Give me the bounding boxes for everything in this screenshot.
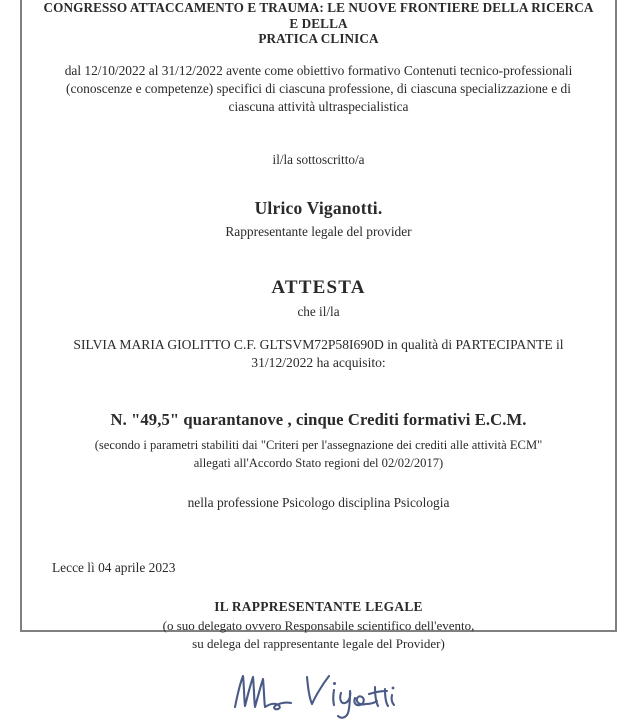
provider-legal-name: Ulrico Viganotti. — [254, 197, 383, 218]
course-title-line-1: CONGRESSO ATTACCAMENTO E TRAUMA: LE NUOVE FRONTIERE DELLA RICERCA E DELLA — [43, 0, 594, 31]
participant-line: SILVIA MARIA GIOLITTO C.F. GLTSVM72P58I690D in qualità di PARTECIPANTE il 31/12/2022 ha acquisito: — [73, 337, 564, 370]
place-date: Lecce lì 04 aprile 2023 — [52, 560, 176, 576]
handwritten-signature-icon — [38, 661, 599, 723]
signer-title: IL RAPPRESENTANTE LEGALE — [214, 598, 423, 614]
profession-line: nella professione Psicologo disciplina Psicologia — [187, 495, 450, 511]
credits-main-line: N. "49,5" quarantanove , cinque Crediti formativi E.C.M. — [110, 409, 527, 429]
credits-note-line-2: allegati all'Accordo Stato regioni del 02/02/2017) — [193, 455, 444, 470]
signature-block — [38, 599, 599, 723]
course-title — [38, 0, 599, 47]
attesta-subtitle: che il/la — [297, 304, 340, 320]
course-title-line-2: PRATICA CLINICA — [258, 31, 379, 47]
credits-note — [38, 437, 599, 472]
signer-note-line-1: (o suo delegato ovvero Responsabile scientifico dell'evento, — [162, 617, 475, 633]
certificate-page — [20, 0, 617, 651]
subscriber-label: il/la sottoscritto/a — [272, 152, 365, 168]
provider-legal-role: Rappresentante legale del provider — [225, 224, 412, 240]
attesta-heading: ATTESTA — [271, 277, 366, 299]
credits-note-line-1: (secondo i parametri stabiliti dai "Criteri per l'assegnazione dei crediti alle attività ECM" — [94, 438, 543, 453]
course-period: dal 12/10/2022 al 31/12/2022 avente come obiettivo formativo Contenuti tecnico-professionali (conoscenze e competenze) specifici di ciascuna professione, di ciascuna specializzazione e di ciascuna attività ultraspecialistica — [64, 62, 573, 114]
signer-note-line-2: su delega del rappresentante legale del Provider) — [192, 636, 445, 651]
